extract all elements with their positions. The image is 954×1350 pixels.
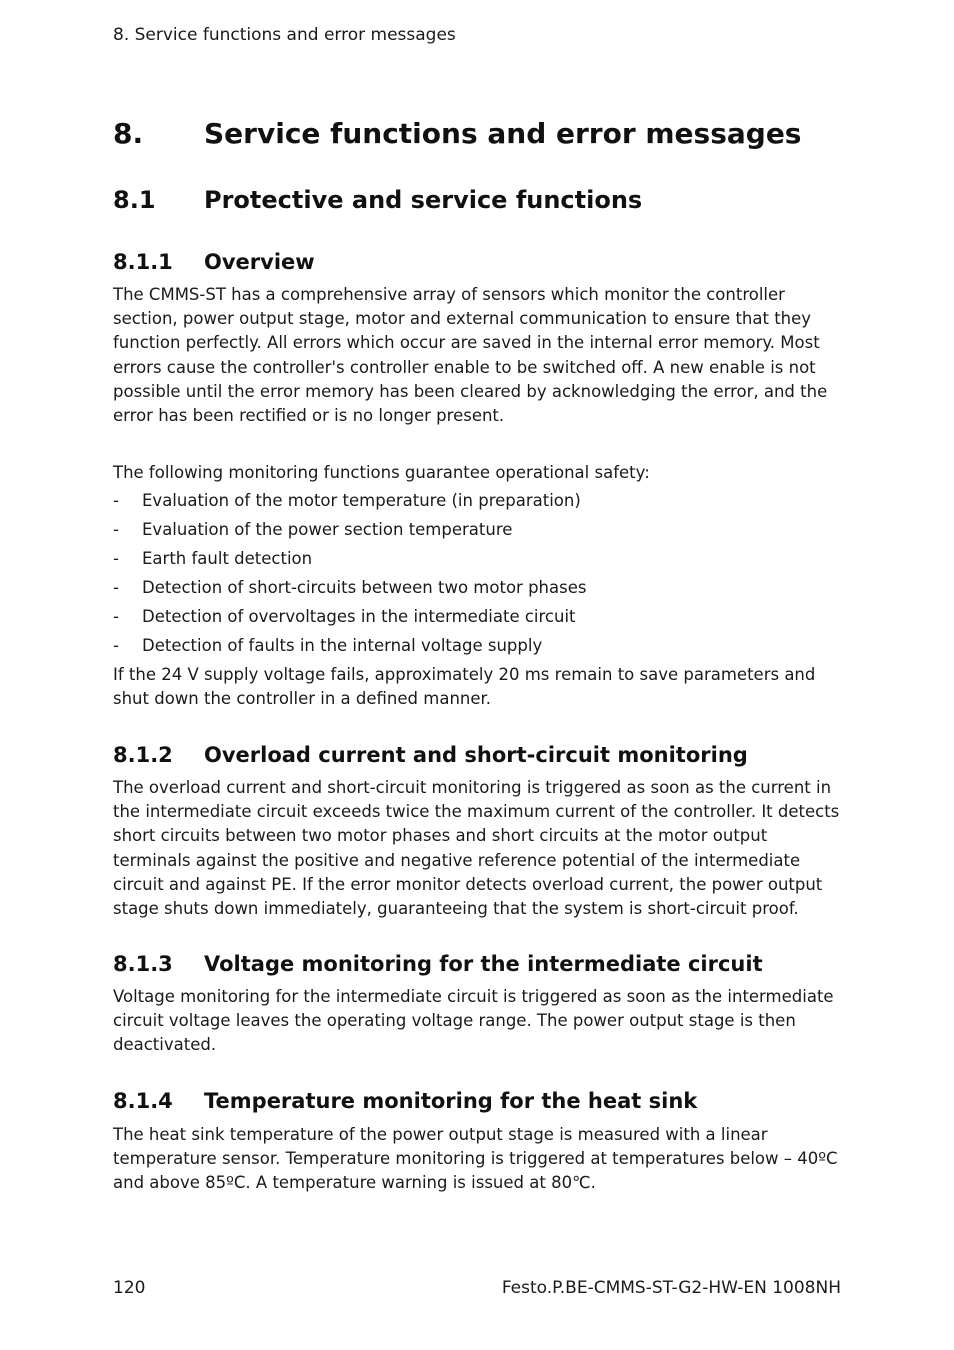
list-item xyxy=(113,605,848,634)
subsection-heading xyxy=(113,740,748,770)
bullet-marker: - xyxy=(113,491,119,510)
subsection-title: Overview xyxy=(204,250,315,274)
page-number: 120 xyxy=(113,1278,146,1298)
paragraph: Voltage monitoring for the intermediate circuit is triggered as soon as the intermediate circuit voltage leaves the operating voltage range. The power output stage is then deactivated. xyxy=(113,987,834,1055)
subsection-heading xyxy=(113,247,315,277)
bullet-marker: - xyxy=(113,607,119,626)
subsection-number: 8.1.3 xyxy=(113,952,173,976)
paragraph: If the 24 V supply voltage fails, approximately 20 ms remain to save parameters and shut down the controller in a defined manner. xyxy=(113,665,816,709)
bullet-marker: - xyxy=(113,549,119,568)
paragraph: The heat sink temperature of the power output stage is measured with a linear temperature sensor. Temperature monitoring is triggered at temperatures below – 40ºC and above 85ºC. A temperature warning is issued at 80℃. xyxy=(113,1125,838,1193)
list-item-text: Evaluation of the power section temperature xyxy=(142,520,513,539)
list-item xyxy=(113,547,848,576)
chapter-heading xyxy=(113,114,801,154)
list-item-text: Detection of short-circuits between two motor phases xyxy=(142,578,587,597)
subsection-heading xyxy=(113,949,763,979)
paragraph: The following monitoring functions guarantee operational safety: xyxy=(113,463,650,482)
section-number: 8.1 xyxy=(113,186,156,214)
document-id: Festo.P.BE-CMMS-ST-G2-HW-EN 1008NH xyxy=(501,1278,841,1298)
subsection-number: 8.1.2 xyxy=(113,743,173,767)
subsection-title: Voltage monitoring for the intermediate circuit xyxy=(204,952,763,976)
list-item xyxy=(113,489,848,518)
list-item-text: Detection of faults in the internal voltage supply xyxy=(142,636,543,655)
list-item xyxy=(113,634,848,663)
subsection-title: Temperature monitoring for the heat sink xyxy=(204,1089,698,1113)
section-heading xyxy=(113,183,642,217)
paragraph: The overload current and short-circuit monitoring is triggered as soon as the current in the intermediate circuit exceeds twice the maximum current of the controller. It detects short circuits between two motor phases and short circuits at the motor output terminals against the positive and negative reference potential of the intermediate circuit and against PE. If the error monitor detects overload current, the power output stage shuts down immediately, guaranteeing that the system is short-circuit proof. xyxy=(113,778,840,919)
list-item-text: Detection of overvoltages in the intermediate circuit xyxy=(142,607,576,626)
paragraph: The CMMS-ST has a comprehensive array of sensors which monitor the controller section, power output stage, motor and external communication to ensure that they function perfectly. All errors which occur are saved in the internal error memory. Most errors cause the controller's controller enable to be switched off. A new enable is not possible until the error memory has been cleared by acknowledging the error, and the error has been rectified or is no longer present. xyxy=(113,285,828,426)
subsection-number: 8.1.1 xyxy=(113,250,173,274)
list-item xyxy=(113,576,848,605)
subsection-number: 8.1.4 xyxy=(113,1089,173,1113)
list-item-text: Earth fault detection xyxy=(142,549,313,568)
chapter-number: 8. xyxy=(113,117,144,150)
bullet-marker: - xyxy=(113,578,119,597)
subsection-heading xyxy=(113,1086,697,1116)
chapter-title: Service functions and error messages xyxy=(204,117,802,150)
running-header: 8. Service functions and error messages xyxy=(113,25,456,45)
section-title: Protective and service functions xyxy=(204,186,643,214)
list-item-text: Evaluation of the motor temperature (in preparation) xyxy=(142,491,581,510)
subsection-title: Overload current and short-circuit monitoring xyxy=(204,743,748,767)
bullet-marker: - xyxy=(113,636,119,655)
bullet-marker: - xyxy=(113,520,119,539)
monitoring-functions-list xyxy=(113,489,848,663)
list-item xyxy=(113,518,848,547)
